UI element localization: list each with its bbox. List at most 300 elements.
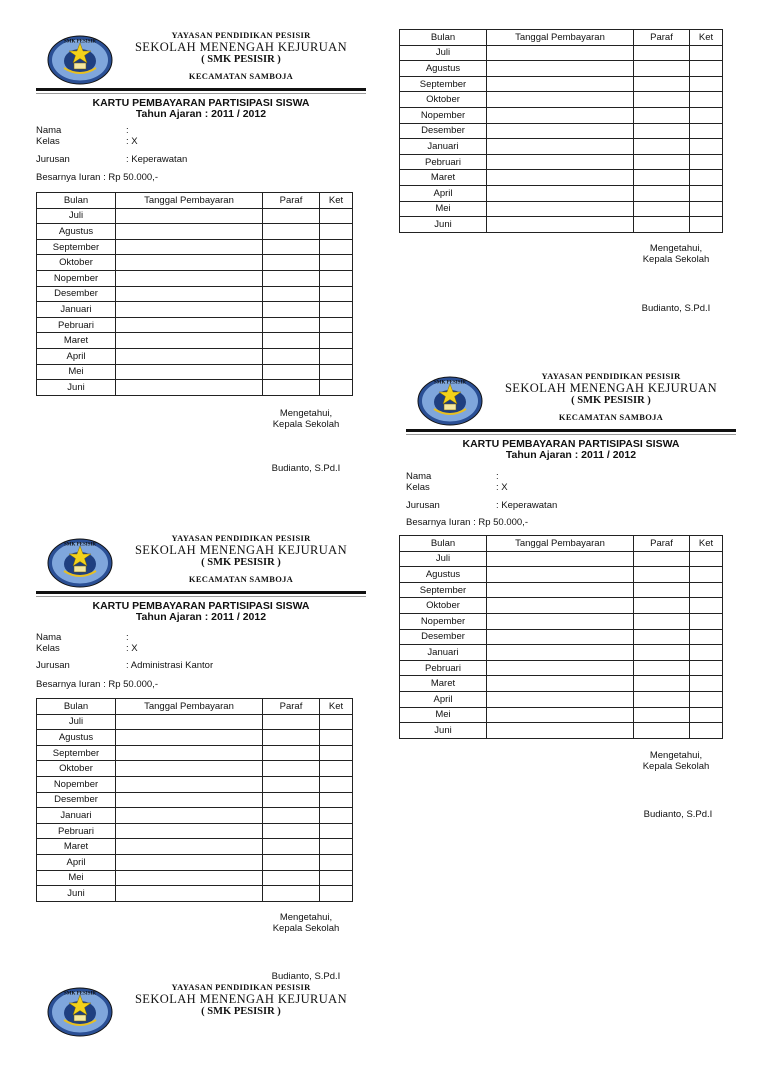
nama-label: Nama [36, 632, 62, 643]
paraf-cell [634, 185, 690, 201]
paraf-cell [263, 776, 320, 792]
payment-date-cell [487, 629, 634, 645]
table-row [37, 792, 353, 808]
month-cell: April [37, 348, 116, 364]
ket-cell [690, 76, 723, 92]
month-cell: Desember [37, 286, 116, 302]
paraf-cell [634, 691, 690, 707]
paraf-cell [634, 217, 690, 233]
card4-logo [416, 375, 484, 427]
school-name: SEKOLAH MENENGAH KEJURUAN [504, 381, 718, 395]
kelas-label: Kelas [36, 136, 60, 147]
card4-signer: Budianto, S.Pd.I [643, 809, 713, 820]
paraf-cell [263, 886, 320, 902]
payment-date-cell [116, 823, 263, 839]
payment-date-cell [116, 745, 263, 761]
month-cell: September [400, 582, 487, 598]
table-row [400, 723, 723, 739]
ket-cell [690, 582, 723, 598]
paraf-cell [634, 76, 690, 92]
month-cell: September [37, 745, 116, 761]
ket-cell [690, 676, 723, 692]
ket-cell [690, 691, 723, 707]
payment-date-cell [116, 348, 263, 364]
payment-date-cell [487, 76, 634, 92]
header-divider [36, 88, 366, 91]
paraf-cell [263, 714, 320, 730]
ket-cell [320, 870, 353, 886]
month-cell: Desember [37, 792, 116, 808]
payment-date-cell [487, 123, 634, 139]
ket-cell [690, 92, 723, 108]
jurusan-value: : Keperawatan [496, 500, 558, 511]
month-cell: Nopember [400, 613, 487, 629]
payment-date-cell [116, 808, 263, 824]
ket-cell [320, 348, 353, 364]
payment-date-cell [116, 776, 263, 792]
month-cell: Nopember [400, 107, 487, 123]
payment-date-cell [487, 185, 634, 201]
table-header-row [400, 30, 723, 46]
payment-date-cell [487, 154, 634, 170]
ket-cell [320, 224, 353, 240]
table-row [37, 380, 353, 396]
payment-date-cell [487, 723, 634, 739]
ket-cell [690, 217, 723, 233]
card1-signature [256, 408, 356, 430]
ket-cell [320, 239, 353, 255]
table-row [37, 255, 353, 271]
month-cell: September [400, 76, 487, 92]
card-title: KARTU PEMBAYARAN PARTISIPASI SISWA [92, 97, 310, 109]
month-cell: Desember [400, 123, 487, 139]
school-logo-icon [416, 375, 484, 427]
month-cell: Pebruari [37, 823, 116, 839]
table-row [37, 286, 353, 302]
payment-date-cell [116, 255, 263, 271]
kelas-label: Kelas [406, 482, 430, 493]
payment-date-cell [487, 170, 634, 186]
table-row [37, 364, 353, 380]
table-row [400, 92, 723, 108]
ket-cell [320, 823, 353, 839]
paraf-cell [263, 302, 320, 318]
paraf-cell [263, 854, 320, 870]
card5-logo [46, 986, 114, 1038]
payment-date-cell [116, 792, 263, 808]
month-cell: Agustus [37, 730, 116, 746]
ket-cell [320, 776, 353, 792]
header-divider [36, 591, 366, 594]
table-row [400, 707, 723, 723]
ket-cell [690, 598, 723, 614]
month-cell: Juni [37, 380, 116, 396]
paraf-cell [634, 107, 690, 123]
ket-cell [320, 839, 353, 855]
ket-cell [320, 730, 353, 746]
table-row [400, 582, 723, 598]
school-abbr: ( SMK PESISIR ) [571, 395, 651, 406]
column-header: Ket [690, 536, 723, 552]
month-cell: Juni [400, 723, 487, 739]
paraf-cell [263, 745, 320, 761]
column-header: Tanggal Pembayaran [487, 536, 634, 552]
payment-date-cell [116, 302, 263, 318]
month-cell: Januari [37, 302, 116, 318]
acknowledged-text: Mengetahui, [279, 912, 333, 923]
payment-date-cell [487, 139, 634, 155]
month-cell: Desember [400, 629, 487, 645]
header-thin-divider [36, 596, 366, 597]
payment-date-cell [116, 364, 263, 380]
table-row [37, 730, 353, 746]
ket-cell [690, 107, 723, 123]
paraf-cell [263, 380, 320, 396]
card2-payment-table [36, 698, 353, 902]
paraf-cell [634, 660, 690, 676]
paraf-cell [263, 808, 320, 824]
ket-cell [320, 255, 353, 271]
paraf-cell [263, 792, 320, 808]
table-row [37, 348, 353, 364]
paraf-cell [634, 92, 690, 108]
payment-date-cell [116, 870, 263, 886]
payment-date-cell [487, 567, 634, 583]
ket-cell [320, 286, 353, 302]
foundation-name: YAYASAN PENDIDIKAN PESISIR [171, 30, 311, 40]
card-title: KARTU PEMBAYARAN PARTISIPASI SISWA [462, 438, 680, 450]
paraf-cell [634, 707, 690, 723]
paraf-cell [263, 239, 320, 255]
month-cell: Maret [400, 170, 487, 186]
table-row [37, 761, 353, 777]
ket-cell [690, 707, 723, 723]
table-header-row [37, 699, 353, 715]
table-row [37, 886, 353, 902]
payment-date-cell [487, 92, 634, 108]
month-cell: Mei [37, 364, 116, 380]
table-row [37, 776, 353, 792]
school-name: SEKOLAH MENENGAH KEJURUAN [134, 40, 348, 54]
ket-cell [320, 333, 353, 349]
ket-cell [320, 270, 353, 286]
paraf-cell [634, 613, 690, 629]
header-thin-divider [406, 434, 736, 435]
nama-label: Nama [406, 471, 432, 482]
table-row [37, 870, 353, 886]
jurusan-label: Jurusan [36, 154, 70, 165]
card2-signer: Budianto, S.Pd.I [271, 971, 341, 982]
paraf-cell [263, 730, 320, 746]
month-cell: Nopember [37, 776, 116, 792]
card-title: KARTU PEMBAYARAN PARTISIPASI SISWA [92, 600, 310, 612]
card1-logo [46, 34, 114, 86]
column-header: Ket [690, 30, 723, 46]
acknowledged-text: Mengetahui, [649, 750, 703, 761]
ket-cell [320, 302, 353, 318]
table-row [400, 123, 723, 139]
nama-colon: : [126, 125, 129, 136]
nama-colon: : [496, 471, 499, 482]
header-thin-divider [36, 93, 366, 94]
ket-cell [320, 761, 353, 777]
school-district: KECAMATAN SAMBOJA [188, 574, 294, 584]
table-row [37, 224, 353, 240]
paraf-cell [263, 270, 320, 286]
svg-text:SMK PESISIR: SMK PESISIR [63, 991, 97, 997]
card3-signer: Budianto, S.Pd.I [641, 303, 711, 314]
card2-signature [256, 912, 356, 934]
kelas-value: : X [496, 482, 508, 493]
foundation-name: YAYASAN PENDIDIKAN PESISIR [171, 982, 311, 992]
month-cell: Pebruari [37, 317, 116, 333]
ket-cell [690, 154, 723, 170]
card-year: Tahun Ajaran : 2011 / 2012 [135, 611, 267, 623]
payment-date-cell [487, 217, 634, 233]
table-row [400, 201, 723, 217]
paraf-cell [263, 224, 320, 240]
paraf-cell [634, 645, 690, 661]
table-row [37, 239, 353, 255]
jurusan-label: Jurusan [406, 500, 440, 511]
column-header: Bulan [400, 536, 487, 552]
month-cell: Juli [37, 208, 116, 224]
school-logo-icon [46, 537, 114, 589]
month-cell: Maret [400, 676, 487, 692]
paraf-cell [263, 348, 320, 364]
paraf-cell [634, 61, 690, 77]
payment-date-cell [487, 613, 634, 629]
month-cell: Juni [400, 217, 487, 233]
school-abbr: ( SMK PESISIR ) [201, 54, 281, 65]
payment-date-cell [487, 707, 634, 723]
table-row [400, 660, 723, 676]
ket-cell [320, 364, 353, 380]
table-row [37, 302, 353, 318]
month-cell: Agustus [400, 61, 487, 77]
table-header-row [37, 193, 353, 209]
payment-date-cell [116, 380, 263, 396]
card2-logo [46, 537, 114, 589]
ket-cell [320, 886, 353, 902]
payment-date-cell [487, 107, 634, 123]
jurusan-value: : Administrasi Kantor [126, 660, 214, 671]
svg-text:SMK PESISIR: SMK PESISIR [63, 542, 97, 548]
ket-cell [690, 185, 723, 201]
ket-cell [690, 629, 723, 645]
month-cell: Maret [37, 839, 116, 855]
table-row [400, 61, 723, 77]
paraf-cell [263, 839, 320, 855]
table-row [400, 107, 723, 123]
ket-cell [320, 208, 353, 224]
payment-date-cell [487, 61, 634, 77]
month-cell: Agustus [37, 224, 116, 240]
card1-header [36, 30, 366, 118]
paraf-cell [634, 170, 690, 186]
column-header: Paraf [263, 193, 320, 209]
iuran-label: Besarnya Iuran : Rp 50.000,- [36, 679, 158, 690]
paraf-cell [634, 582, 690, 598]
paraf-cell [263, 255, 320, 271]
column-header: Ket [320, 699, 353, 715]
month-cell: Mei [400, 707, 487, 723]
ket-cell [690, 645, 723, 661]
column-header: Bulan [400, 30, 487, 46]
school-name: SEKOLAH MENENGAH KEJURUAN [134, 543, 348, 557]
paraf-cell [634, 723, 690, 739]
column-header: Paraf [634, 536, 690, 552]
position-text: Kepala Sekolah [642, 761, 710, 772]
card3-payment-table [399, 29, 723, 233]
header-divider [406, 429, 736, 432]
card-year: Tahun Ajaran : 2011 / 2012 [505, 449, 637, 461]
column-header: Bulan [37, 699, 116, 715]
paraf-cell [263, 823, 320, 839]
paraf-cell [634, 676, 690, 692]
payment-date-cell [487, 691, 634, 707]
table-row [400, 76, 723, 92]
table-row [400, 45, 723, 61]
table-row [400, 170, 723, 186]
svg-text:SMK PESISIR: SMK PESISIR [63, 39, 97, 45]
card4-signature [626, 750, 726, 772]
payment-date-cell [116, 224, 263, 240]
table-row [37, 854, 353, 870]
ket-cell [690, 613, 723, 629]
column-header: Tanggal Pembayaran [116, 699, 263, 715]
month-cell: Januari [37, 808, 116, 824]
table-row [400, 691, 723, 707]
table-row [37, 808, 353, 824]
jurusan-value: : Keperawatan [126, 154, 188, 165]
card1-signer: Budianto, S.Pd.I [271, 463, 341, 474]
payment-date-cell [116, 239, 263, 255]
nama-label: Nama [36, 125, 62, 136]
card3-signature [626, 243, 726, 265]
month-cell: Pebruari [400, 660, 487, 676]
month-cell: Juli [400, 45, 487, 61]
ket-cell [690, 660, 723, 676]
payment-date-cell [116, 839, 263, 855]
table-row [400, 154, 723, 170]
month-cell: Oktober [37, 255, 116, 271]
school-abbr: ( SMK PESISIR ) [201, 1006, 281, 1017]
ket-cell [690, 170, 723, 186]
ket-cell [690, 123, 723, 139]
kelas-value: : X [126, 136, 138, 147]
table-row [37, 823, 353, 839]
school-district: KECAMATAN SAMBOJA [188, 71, 294, 81]
table-row [37, 208, 353, 224]
card4-payment-table [399, 535, 723, 739]
table-row [37, 745, 353, 761]
card-year: Tahun Ajaran : 2011 / 2012 [135, 108, 267, 120]
paraf-cell [634, 139, 690, 155]
ket-cell [690, 61, 723, 77]
ket-cell [690, 139, 723, 155]
table-row [37, 333, 353, 349]
school-abbr: ( SMK PESISIR ) [201, 557, 281, 568]
table-row [400, 567, 723, 583]
payment-date-cell [116, 761, 263, 777]
paraf-cell [634, 154, 690, 170]
column-header: Ket [320, 193, 353, 209]
ket-cell [320, 808, 353, 824]
table-row [37, 839, 353, 855]
school-name: SEKOLAH MENENGAH KEJURUAN [134, 992, 348, 1006]
month-cell: September [37, 239, 116, 255]
foundation-name: YAYASAN PENDIDIKAN PESISIR [541, 371, 681, 381]
school-logo-icon [46, 986, 114, 1038]
paraf-cell [263, 317, 320, 333]
paraf-cell [263, 364, 320, 380]
table-row [400, 676, 723, 692]
payment-date-cell [116, 714, 263, 730]
table-header-row [400, 536, 723, 552]
iuran-label: Besarnya Iuran : Rp 50.000,- [36, 172, 158, 183]
payment-date-cell [116, 208, 263, 224]
table-row [400, 629, 723, 645]
nama-colon: : [126, 632, 129, 643]
table-row [400, 598, 723, 614]
payment-date-cell [116, 886, 263, 902]
month-cell: Januari [400, 139, 487, 155]
table-row [400, 139, 723, 155]
payment-date-cell [487, 551, 634, 567]
iuran-label: Besarnya Iuran : Rp 50.000,- [406, 517, 528, 528]
payment-date-cell [116, 317, 263, 333]
card5-header [36, 982, 366, 1070]
month-cell: Maret [37, 333, 116, 349]
card4-header [406, 371, 736, 459]
table-row [37, 714, 353, 730]
paraf-cell [634, 567, 690, 583]
month-cell: Pebruari [400, 154, 487, 170]
ket-cell [690, 45, 723, 61]
table-row [37, 270, 353, 286]
paraf-cell [263, 333, 320, 349]
column-header: Bulan [37, 193, 116, 209]
ket-cell [690, 551, 723, 567]
kelas-label: Kelas [36, 643, 60, 654]
ket-cell [690, 201, 723, 217]
month-cell: Oktober [400, 92, 487, 108]
ket-cell [320, 745, 353, 761]
payment-date-cell [116, 854, 263, 870]
month-cell: Juni [37, 886, 116, 902]
column-header: Paraf [263, 699, 320, 715]
card2-header [36, 533, 366, 621]
month-cell: Oktober [37, 761, 116, 777]
month-cell: April [400, 185, 487, 201]
paraf-cell [634, 45, 690, 61]
column-header: Paraf [634, 30, 690, 46]
payment-date-cell [116, 333, 263, 349]
position-text: Kepala Sekolah [642, 254, 710, 265]
month-cell: Oktober [400, 598, 487, 614]
table-row [400, 185, 723, 201]
column-header: Tanggal Pembayaran [116, 193, 263, 209]
month-cell: Mei [400, 201, 487, 217]
position-text: Kepala Sekolah [272, 923, 340, 934]
month-cell: Juli [37, 714, 116, 730]
paraf-cell [263, 208, 320, 224]
payment-date-cell [487, 676, 634, 692]
payment-date-cell [116, 270, 263, 286]
ket-cell [320, 714, 353, 730]
payment-date-cell [487, 645, 634, 661]
